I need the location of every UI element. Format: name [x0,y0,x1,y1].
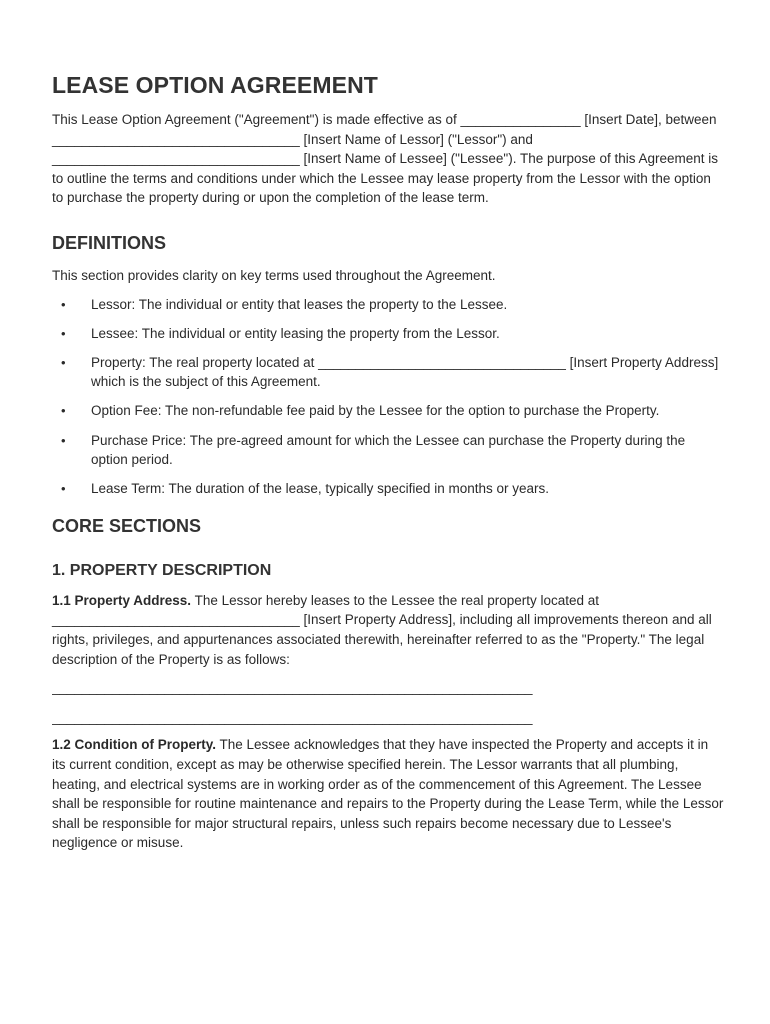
section-1-1-paragraph [52,591,724,669]
core-sections-heading: CORE SECTIONS [52,515,202,536]
definition-text: Lessee: The individual or entity leasing the property from the Lessor. [91,325,500,341]
section-1-2-paragraph [52,735,724,853]
section-1-2-text: The Lessee acknowledges that they have inspected the Property and accepts it in its current condition, except as may be otherwise specified herein. The Lessor warrants that all plumbing, heating, and electrical systems are in working order as of the commencement of this Agreement. The Lessee shall be responsible for routine maintenance and repairs to the Property during the Lease Term, while the Lessor shall be responsible for major structural repairs, unless such repairs become necessary due to Lessee's negligence or misuse. [52,737,724,851]
definition-item-purchase-price [52,431,724,470]
definitions-intro: This section provides clarity on key terms used throughout the Agreement. [52,267,496,283]
legal-description-blank-line: ________________________________________________________________ [52,680,533,696]
section-1-1-label: 1.1 Property Address. [52,592,192,608]
definition-item-lessee [52,324,724,344]
intro-paragraph: This Lease Option Agreement ("Agreement") is made effective as of ________________ [Insert Date], between _________________________________ [Insert Name of Lessor] ("Lessor") and _________________________________ [Insert Name of Lessee] ("Lessee"). The purpose of this Agreement is to outline the terms and conditions under which the Lessee may lease property from the Lessor with the option to purchase the property during or upon the completion of the lease term. [52,112,719,206]
bullet-icon: • [61,432,66,448]
bullet-icon: • [61,481,66,497]
document-page [52,68,724,853]
definition-item-property [52,353,724,392]
definition-text: Option Fee: The non-refundable fee paid by the Lessee for the option to purchase the Property. [91,403,660,419]
definition-text: Lease Term: The duration of the lease, typically specified in months or years. [91,481,549,497]
section-1-2-label: 1.2 Condition of Property. [52,737,217,753]
property-description-heading: 1. PROPERTY DESCRIPTION [52,561,272,579]
definitions-list [52,295,724,499]
definition-item-lease-term [52,479,724,499]
legal-description-blank-line: ________________________________________________________________ [52,709,533,725]
bullet-icon: • [61,354,66,370]
definition-item-option-fee [52,401,724,421]
document-title: LEASE OPTION AGREEMENT [52,72,378,98]
bullet-icon: • [61,325,66,341]
definition-item-lessor [52,295,724,315]
section-1-1-text: The Lessor hereby leases to the Lessee the real property located at _________________________________ [Insert Property Address], including all improvements thereon and all rights, privileges, and appurtenances associated therewith, hereinafter referred to as the "Property." The legal description of the Property is as follows: [52,592,712,667]
definition-text: Lessor: The individual or entity that leases the property to the Lessee. [91,296,508,312]
definitions-heading: DEFINITIONS [52,232,167,253]
bullet-icon: • [61,296,66,312]
bullet-icon: • [61,403,66,419]
definition-text: Property: The real property located at _________________________________ [Insert Property Address] which is the subject of this Agreement. [91,354,719,390]
definition-text: Purchase Price: The pre-agreed amount for which the Lessee can purchase the Property during the option period. [91,432,686,468]
